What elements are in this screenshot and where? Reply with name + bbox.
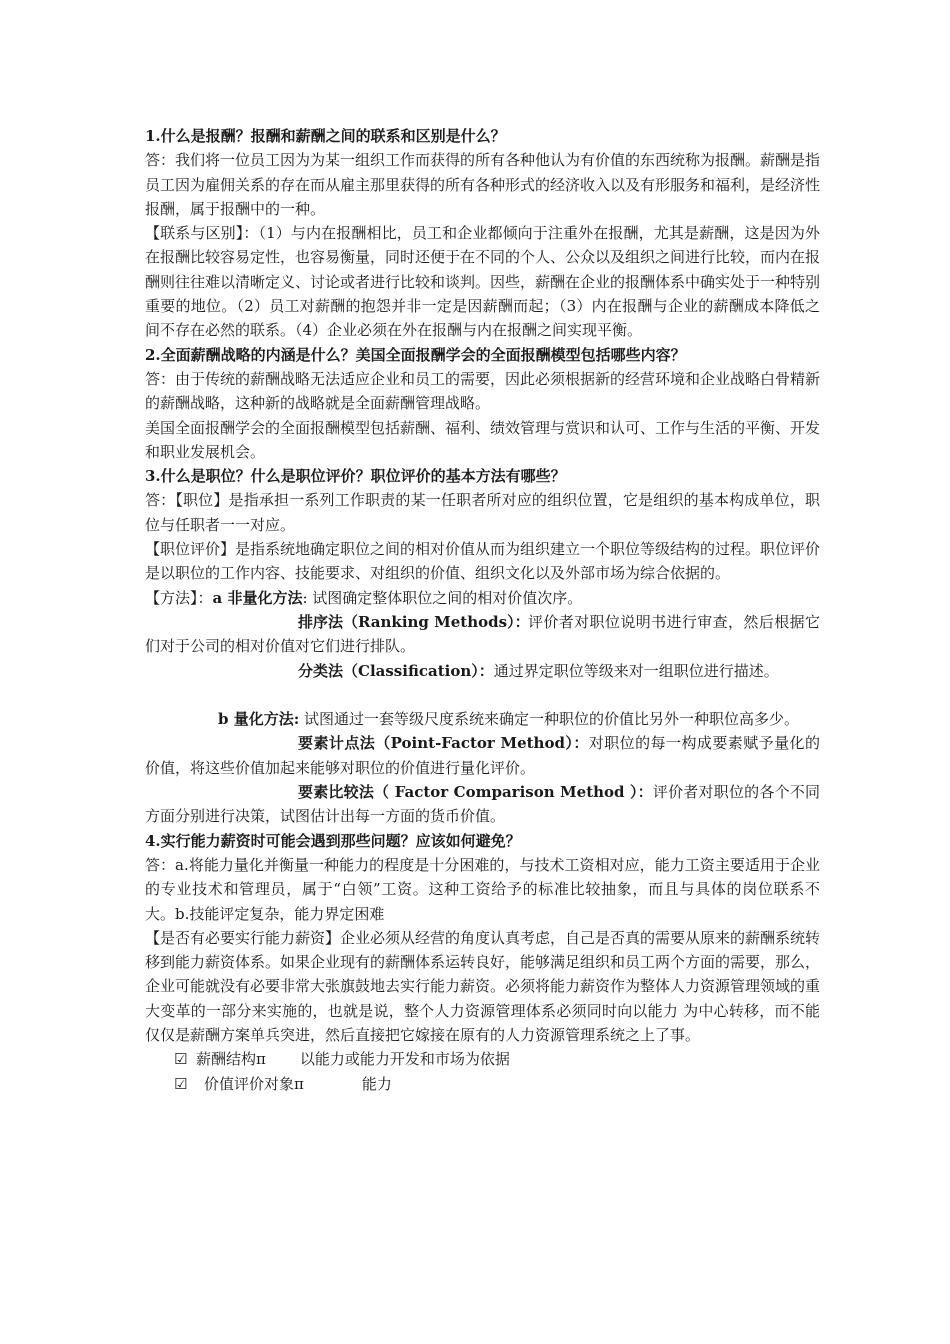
- question-2-heading: 2.全面薪酬战略的内涵是什么？美国全面报酬学会的全面报酬模型包括哪些内容？: [145, 345, 686, 364]
- blank-line: [145, 683, 820, 707]
- methods-line: [145, 586, 820, 610]
- non-quantitative-label: a 非量化方法: [212, 588, 303, 607]
- methods-label: 【方法】：: [145, 588, 213, 607]
- question-1-heading: 1.什么是报酬？报酬和薪酬之间的联系和区别是什么？: [145, 127, 506, 145]
- classification-label: 分类法（Classification）：: [298, 661, 494, 680]
- check-item: [145, 1047, 820, 1071]
- question-2-model: 美国全面报酬学会的全面报酬模型包括薪酬、福利、绩效管理与赏识和认可、工作与生活的平衡、开发和职业发展机会。: [145, 418, 821, 461]
- quantitative-line: [145, 707, 820, 731]
- question-4-answer: 答：a.将能力量化并衡量一种能力的程度是十分困难的，与技术工资相对应，能力工资主要适用于企业的专业技术和管理员，属于“白领”工资。这种工资给予的标准比较抽象，而且与具体的岗位联系不大。b.技能评定复杂，能力界定困难: [145, 855, 820, 923]
- factor-comparison-line: [145, 780, 820, 829]
- non-quantitative-text: : 试图确定整体职位之间的相对价值次序。: [302, 588, 583, 607]
- ranking-method-label: 排序法（Ranking Methods）：: [298, 612, 530, 631]
- question-1-answer: 答：我们将一位员工因为为某一组织工作而获得的所有各种他认为有价值的东西统称为报酬。薪酬是指员工因为雇佣关系的存在而从雇主那里获得的所有各种形式的经济收入以及有形服务和福利，是经济性报酬，属于报酬中的一种。: [145, 151, 821, 218]
- question-3-heading: 3.什么是职位？什么是职位评价？职位评价的基本方法有哪些？: [145, 467, 566, 486]
- quantitative-text: 试图通过一套等级尺度系统来确定一种职位的价值比另外一种职位高多少。: [299, 710, 800, 729]
- point-factor-line: [145, 731, 820, 780]
- factor-comparison-text: 评价者对职位的各个不同方面分别进行决策，试图估计出每一方面的货币价值。: [145, 783, 820, 826]
- ranking-method-text: 评价者对职位说明书进行审查，然后根据它们对于公司的相对价值对它们进行排队。: [145, 612, 820, 656]
- question-4-heading: 4.实行能力薪资时可能会遇到那些问题？应该如何避免？: [145, 831, 521, 850]
- check-item: [145, 1072, 820, 1096]
- checkbox-icon: ☑: [174, 1074, 188, 1093]
- factor-comparison-label: 要素比较法（ Factor Comparison Method ）：: [298, 783, 653, 802]
- classification-text: 通过界定职位等级来对一组职位进行描述。: [493, 661, 779, 680]
- quantitative-label: b 量化方法:: [218, 710, 300, 729]
- check-item-label: 价值评价对象π: [204, 1074, 304, 1093]
- question-1-relation: 【联系与区别】：（1）与内在报酬相比，员工和企业都倾向于注重外在报酬，尤其是薪酬，这是因为外在报酬比较容易定性，也容易衡量，同时还便于在不同的个人、公众以及组织之间进行比较，而内在报酬则往往难以清晰定义、讨论或者进行比较和谈判。因些，薪酬在企业的报酬体系中确实处于一种特别重要的地位。（2）员工对薪酬的抱怨并非一定是因薪酬而起；（3）内在报酬与企业的薪酬成本降低之间不存在必然的联系。（4）企业必须在外在报酬与内在报酬之间实现平衡。: [145, 224, 821, 340]
- point-factor-label: 要素计点法（Point-Factor Method）：: [298, 734, 589, 753]
- check-item-value: 以能力或能力开发和市场为依据: [299, 1050, 510, 1069]
- question-4-necessity: 【是否有必要实行能力薪资】企业必须从经营的角度认真考虑，自己是否真的需要从原来的薪酬系统转移到能力薪资体系。如果企业现有的薪酬体系运转良好，能够满足组织和员工两个方面的需要，那么，企业可能就没有必要非常大张旗鼓地去实行能力薪资。必须将能力薪资作为整体人力资源管理领域的重大变革的一部分来实施的，也就是说，整个人力资源管理体系必须同时向以能力 为中心转移，而不能仅仅是薪酬方案单兵突进，然后直接把它嫁接在原有的人力资源管理系统之上了事。: [145, 928, 821, 1044]
- document-page: [145, 124, 820, 1096]
- question-3-evaluation: 【职位评价】是指系统地确定职位之间的相对价值从而为组织建立一个职位等级结构的过程。职位评价是以职位的工作内容、技能要求、对组织的价值、组织文化以及外部市场为综合依据的。: [145, 540, 821, 583]
- classification-line: [145, 659, 820, 683]
- check-item-value: 能力: [361, 1074, 392, 1093]
- question-2-answer: 答：由于传统的薪酬战略无法适应企业和员工的需要，因此必须根据新的经营环境和企业战略白骨精新的薪酬战略，这种新的战略就是全面薪酬管理战略。: [145, 369, 821, 413]
- check-item-label: 薪酬结构π: [196, 1050, 266, 1069]
- point-factor-text: 对职位的每一构成要素赋予量化的价值，将这些价值加起来能够对职位的价值进行量化评价。: [145, 734, 820, 777]
- question-3-position: 答：【职位】是指承担一系列工作职责的某一任职者所对应的组织位置，它是组织的基本构成单位，职位与任职者一一对应。: [145, 491, 820, 534]
- checkbox-icon: ☑: [174, 1050, 188, 1069]
